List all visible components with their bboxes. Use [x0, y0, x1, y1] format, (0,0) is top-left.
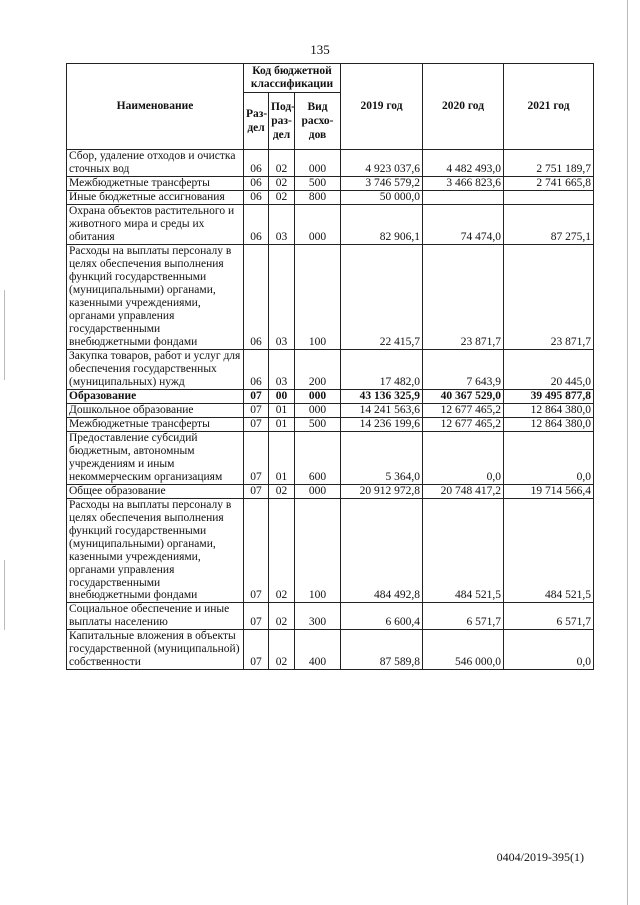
row-podrazdel: 01 — [269, 431, 295, 484]
row-name: Закупка товаров, работ и услуг для обеспечения государственных (муниципальных) нужд — [67, 349, 244, 389]
row-value-2021: 19 714 566,4 — [504, 484, 594, 498]
table-row — [67, 349, 594, 389]
table-row — [67, 417, 594, 431]
row-podrazdel: 03 — [269, 244, 295, 349]
row-value-2021: 12 864 380,0 — [504, 403, 594, 417]
table-row — [67, 498, 594, 603]
row-name: Охрана объектов растительного и животного мира и среды их обитания — [67, 204, 244, 244]
header-2019: 2019 год — [341, 64, 423, 150]
header-code-group: Код бюджетной классификации — [244, 64, 341, 93]
row-value-2021: 20 445,0 — [504, 349, 594, 389]
row-vid: 200 — [295, 349, 341, 389]
row-value-2019: 4 923 037,6 — [341, 150, 423, 177]
row-vid: 000 — [295, 403, 341, 417]
table-row — [67, 190, 594, 204]
row-vid: 000 — [295, 204, 341, 244]
row-value-2019: 17 482,0 — [341, 349, 423, 389]
row-razdel: 06 — [244, 349, 269, 389]
row-value-2020: 0,0 — [423, 431, 504, 484]
row-razdel: 07 — [244, 630, 269, 670]
row-vid: 100 — [295, 244, 341, 349]
row-value-2021 — [504, 190, 594, 204]
row-podrazdel: 02 — [269, 484, 295, 498]
row-name: Межбюджетные трансферты — [67, 176, 244, 190]
row-name: Расходы на выплаты персоналу в целях обеспечения выполнения функций государственными (муниципальными) органами, казенными учреждениями, органами управления государственными внебюджетными фондами — [67, 498, 244, 603]
row-value-2019: 5 364,0 — [341, 431, 423, 484]
row-vid: 100 — [295, 498, 341, 603]
row-podrazdel: 03 — [269, 349, 295, 389]
row-razdel: 07 — [244, 484, 269, 498]
row-vid: 800 — [295, 190, 341, 204]
row-value-2019: 43 136 325,9 — [341, 389, 423, 403]
row-value-2020: 6 571,7 — [423, 603, 504, 630]
row-value-2019: 6 600,4 — [341, 603, 423, 630]
row-name: Социальное обеспечение и иные выплаты населению — [67, 603, 244, 630]
row-value-2019: 20 912 972,8 — [341, 484, 423, 498]
row-name: Иные бюджетные ассигнования — [67, 190, 244, 204]
row-razdel: 06 — [244, 150, 269, 177]
row-razdel: 06 — [244, 244, 269, 349]
row-razdel: 07 — [244, 389, 269, 403]
budget-table — [66, 63, 594, 670]
row-value-2019: 14 236 199,6 — [341, 417, 423, 431]
right-margin-line — [627, 0, 628, 905]
row-value-2021: 2 741 665,8 — [504, 176, 594, 190]
row-value-2021: 12 864 380,0 — [504, 417, 594, 431]
row-name: Дошкольное образование — [67, 403, 244, 417]
row-vid: 000 — [295, 389, 341, 403]
row-value-2020: 4 482 493,0 — [423, 150, 504, 177]
table-row — [67, 431, 594, 484]
row-name: Межбюджетные трансферты — [67, 417, 244, 431]
row-value-2020: 484 521,5 — [423, 498, 504, 603]
row-vid: 500 — [295, 417, 341, 431]
table-row — [67, 389, 594, 403]
row-vid: 600 — [295, 431, 341, 484]
table-row — [67, 176, 594, 190]
row-value-2020: 20 748 417,2 — [423, 484, 504, 498]
left-margin-mark — [4, 560, 5, 630]
row-value-2019: 50 000,0 — [341, 190, 423, 204]
row-value-2021: 87 275,1 — [504, 204, 594, 244]
row-razdel: 06 — [244, 190, 269, 204]
table-row — [67, 484, 594, 498]
row-podrazdel: 02 — [269, 190, 295, 204]
row-podrazdel: 03 — [269, 204, 295, 244]
header-podrazdel: Под-раз-дел — [269, 93, 295, 150]
row-name: Общее образование — [67, 484, 244, 498]
header-2020: 2020 год — [423, 64, 504, 150]
table-body — [67, 150, 594, 670]
row-value-2020: 546 000,0 — [423, 630, 504, 670]
row-podrazdel: 01 — [269, 403, 295, 417]
row-value-2020: 40 367 529,0 — [423, 389, 504, 403]
row-podrazdel: 01 — [269, 417, 295, 431]
row-razdel: 07 — [244, 498, 269, 603]
row-value-2021: 6 571,7 — [504, 603, 594, 630]
row-name: Образование — [67, 389, 244, 403]
row-value-2019: 484 492,8 — [341, 498, 423, 603]
row-name: Сбор, удаление отходов и очистка сточных вод — [67, 150, 244, 177]
row-value-2021: 484 521,5 — [504, 498, 594, 603]
row-name: Расходы на выплаты персоналу в целях обеспечения выполнения функций государственными (муниципальными) органами, казенными учреждениями, органами управления государственными внебюджетными фондами — [67, 244, 244, 349]
row-value-2021: 39 495 877,8 — [504, 389, 594, 403]
table-row — [67, 204, 594, 244]
row-name: Предоставление субсидий бюджетным, автономным учреждениям и иным некоммерческим организациям — [67, 431, 244, 484]
row-razdel: 07 — [244, 431, 269, 484]
row-podrazdel: 02 — [269, 150, 295, 177]
row-value-2020: 7 643,9 — [423, 349, 504, 389]
page-number: 135 — [310, 42, 330, 57]
header-2021: 2021 год — [504, 64, 594, 150]
row-value-2019: 87 589,8 — [341, 630, 423, 670]
row-razdel: 07 — [244, 403, 269, 417]
row-value-2019: 3 746 579,2 — [341, 176, 423, 190]
row-razdel: 06 — [244, 176, 269, 190]
row-podrazdel: 02 — [269, 176, 295, 190]
document-code: 0404/2019-395(1) — [496, 850, 584, 864]
table-row — [67, 403, 594, 417]
row-podrazdel: 02 — [269, 498, 295, 603]
row-value-2020: 3 466 823,6 — [423, 176, 504, 190]
row-razdel: 06 — [244, 204, 269, 244]
row-vid: 400 — [295, 630, 341, 670]
row-razdel: 07 — [244, 417, 269, 431]
row-podrazdel: 00 — [269, 389, 295, 403]
row-value-2020: 74 474,0 — [423, 204, 504, 244]
header-name: Наименование — [67, 64, 244, 150]
row-razdel: 07 — [244, 603, 269, 630]
row-value-2019: 22 415,7 — [341, 244, 423, 349]
row-value-2020: 12 677 465,2 — [423, 403, 504, 417]
row-value-2021: 0,0 — [504, 431, 594, 484]
row-vid: 000 — [295, 484, 341, 498]
row-podrazdel: 02 — [269, 630, 295, 670]
row-value-2019: 14 241 563,6 — [341, 403, 423, 417]
row-value-2019: 82 906,1 — [341, 204, 423, 244]
row-value-2020: 12 677 465,2 — [423, 417, 504, 431]
row-value-2021: 2 751 189,7 — [504, 150, 594, 177]
row-value-2020: 23 871,7 — [423, 244, 504, 349]
row-vid: 000 — [295, 150, 341, 177]
row-name: Капитальные вложения в объекты государственной (муниципальной) собственности — [67, 630, 244, 670]
table-row — [67, 244, 594, 349]
row-vid: 300 — [295, 603, 341, 630]
row-podrazdel: 02 — [269, 603, 295, 630]
table-row — [67, 150, 594, 177]
header-razdel: Раз-дел — [244, 93, 269, 150]
table-row — [67, 603, 594, 630]
header-vid: Вид расхо-дов — [295, 93, 341, 150]
left-margin-mark — [4, 290, 5, 380]
table-row — [67, 630, 594, 670]
row-value-2021: 23 871,7 — [504, 244, 594, 349]
row-value-2020 — [423, 190, 504, 204]
row-value-2021: 0,0 — [504, 630, 594, 670]
row-vid: 500 — [295, 176, 341, 190]
